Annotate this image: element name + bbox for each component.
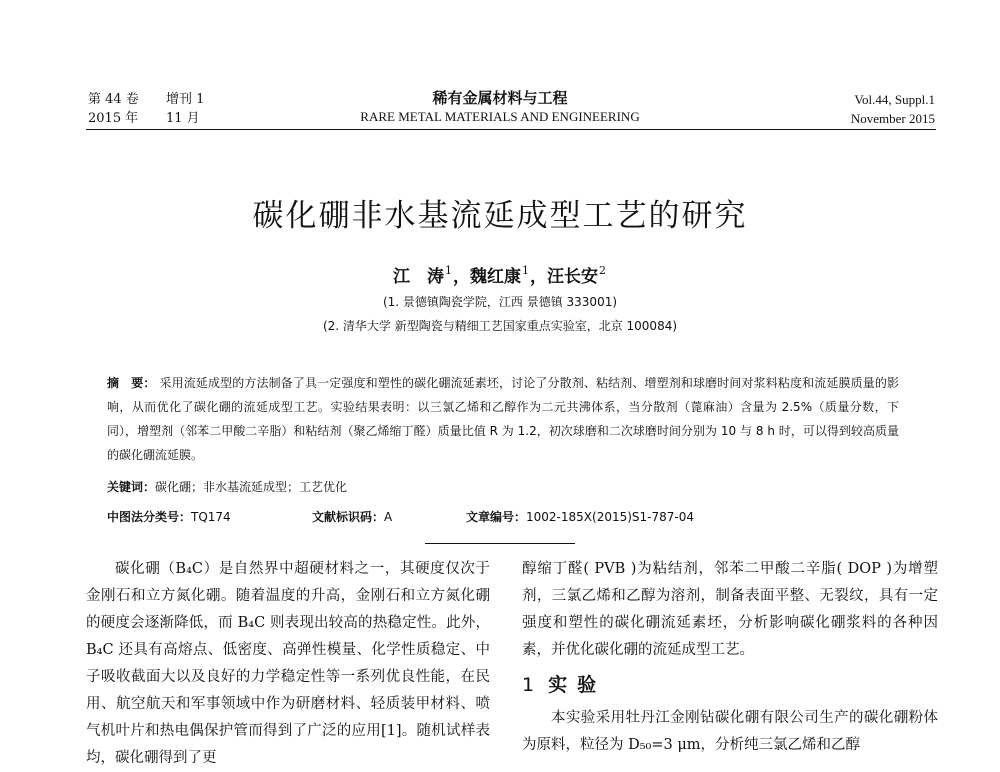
keywords-text: 碳化硼；非水基流延成型；工艺优化 [155,480,348,494]
month: 11 月 [166,111,200,126]
affiliation-1: (1. 景德镇陶瓷学院，江西 景德镇 333001) [382,295,618,309]
body-column-left [86,556,490,772]
author-affiliation-mark: 1 [445,264,452,277]
document-code-label: 文献标识码： [312,510,385,524]
abstract-divider [425,543,575,544]
paper-title: 碳化硼非水基流延成型工艺的研究 [252,198,748,234]
issue-info-en [851,90,935,128]
author-name: 汪长安 [547,267,598,287]
keywords [107,478,347,495]
volume-en: Vol.44, Suppl.1 [854,92,935,107]
volume-number: 第 44 卷 [88,92,139,107]
intro-paragraph: 碳化硼（B₄C）是自然界中超硬材料之一，其硬度仅次于金刚石和立方氮化硼。随着温度的升高，金刚石和立方氮化硼的硬度会逐渐降低，而 B₄C 则表现出较高的热稳定性。此外，B₄C 还具有高熔点、低密度、高弹性模量、化学性质稳定、中子吸收截面大以及良好的力学稳定性等一系列优良性能，在民用、航空航天和军事领域中作为研磨材料、轻质装甲材料、喷气机叶片和热电偶保护管而得到了广泛的应用[1]。随机试样表均，碳化硼得到了更 [86,561,490,766]
journal-name-cn: 稀有金属材料与工程 [432,89,568,107]
year: 2015 年 [88,111,139,126]
date-en: November 2015 [850,111,935,126]
supplement-number: 增刊 1 [166,92,205,107]
affiliation-2: (2. 清华大学 新型陶瓷与精细工艺国家重点实验室，北京 100084) [322,319,678,333]
clc-label: 中图法分类号： [107,510,192,524]
clc-value: TQ174 [191,510,231,524]
section-heading [522,672,938,699]
article-number-value: 1002-185X(2015)S1-787-04 [526,510,694,524]
section-title: 实验 [548,674,607,696]
clc-number [107,508,231,525]
journal-name [250,88,750,126]
intro-paragraph-continued: 醇缩丁醛( PVB )为粘结剂，邻苯二甲酸二辛脂( DOP )为增塑剂，三氯乙烯和乙醇为溶剂，制备表面平整、无裂纹，具有一定强度和塑性的碳化硼流延素坯，分析影响碳化硼浆料的各种因素，并优化碳化硼的流延成型工艺。 [522,561,938,658]
experiment-paragraph: 本实验采用牡丹江金刚钻碳化硼有限公司生产的碳化硼粉体为原料，粒径为 D₅₀=3 μm，分析纯三氯乙烯和乙醇 [522,710,938,753]
body-column-right [522,556,938,759]
document-code [312,508,392,525]
abstract-text: 采用流延成型的方法制备了具一定强度和塑性的碳化硼流延素坯，讨论了分散剂、粘结剂、增塑剂和球磨时间对浆料粘度和流延膜质量的影响，从而优化了碳化硼的流延成型工艺。实验结果表明：以三氯乙烯和乙醇作为二元共沸体系，当分散剂（蓖麻油）含量为 2.5%（质量分数，下同），增塑剂（邻苯二甲酸二辛脂）和粘结剂（聚乙烯缩丁醛）质量比值 R 为 1.2，初次球磨和二次球磨时间分别为 10 与 8 h 时，可以得到较高质量的碳化硼流延膜。 [107,376,899,462]
abstract-label: 摘 要： [107,376,156,390]
author-affiliation-mark: 1 [522,264,529,277]
abstract [107,371,899,467]
article-number-label: 文章编号： [466,510,527,524]
keywords-label: 关键词： [107,480,156,494]
author-list: 江 涛$^1$，魏红康$^1$，汪长安$^2$ [393,264,606,287]
section-number: 1 [522,674,535,696]
author-affiliation-mark: 2 [599,264,606,277]
journal-name-en: RARE METAL MATERIALS AND ENGINEERING [360,109,640,124]
article-number [466,508,694,525]
document-code-value: A [384,510,393,524]
supplement-info [166,90,204,128]
volume-info [88,90,139,128]
author-name: 魏红康 [470,267,521,287]
header-divider [86,129,936,130]
author-name: 江 涛 [393,267,444,287]
